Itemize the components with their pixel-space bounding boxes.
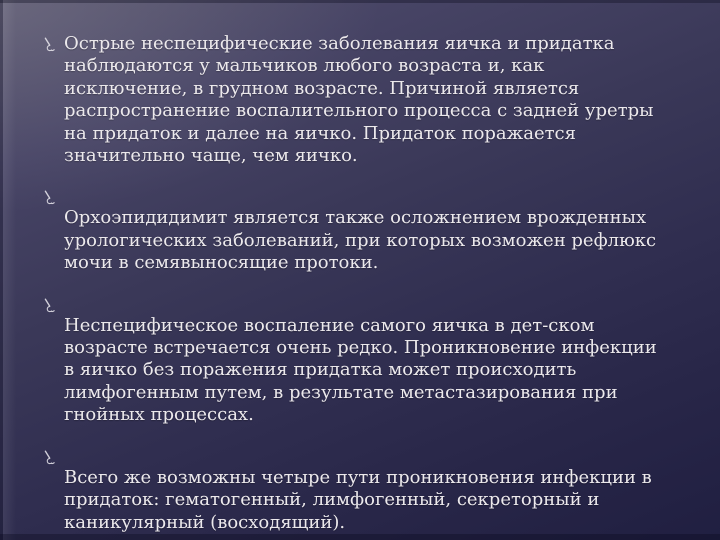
slide-edge-shadow-bottom [0,534,720,540]
slide-edge-shadow-top [0,0,720,3]
pen-bullet-icon [41,190,55,206]
bullet-paragraph: Неспецифическое воспаление самого яичка в дет-ском возрасте встречается очень редко. Проникновение инфекции в яичко без поражения придатка может происходить лимфогенным путем, в результате метастазирования при гнойных процессах. [64,314,657,426]
bullet-item-2 [40,186,660,274]
pen-bullet-icon [41,37,55,53]
bullet-paragraph: Орхоэпидидимит является также осложнением врожденных урологических заболеваний, при которых возможен рефлюкс мочи в семявыносящие протоки. [64,207,657,274]
slide-body-text [40,33,660,534]
bullet-item-3 [40,294,660,427]
pen-bullet-icon [41,450,55,466]
bullet-item-1 [40,33,660,167]
pen-bullet-icon [41,298,55,314]
bullet-paragraph: Острые неспецифические заболевания яичка и придатка наблюдаются у мальчиков любого возраста и, как исключение, в грудном возрасте. Причиной является распространение воспалительного процесса с задней уретры на придаток и далее на яичко. Придаток поражается значительно чаще, чем яичко. [64,33,654,167]
slide-edge-highlight-left [3,0,16,540]
bullet-item-4 [40,446,660,534]
bullet-paragraph: Всего же возможны четыре пути проникновения инфекции в придаток: гематогенный, лимфогенный, секреторный и каникулярный (восходящий). [64,466,652,533]
slide-edge-shadow-left [0,0,3,540]
